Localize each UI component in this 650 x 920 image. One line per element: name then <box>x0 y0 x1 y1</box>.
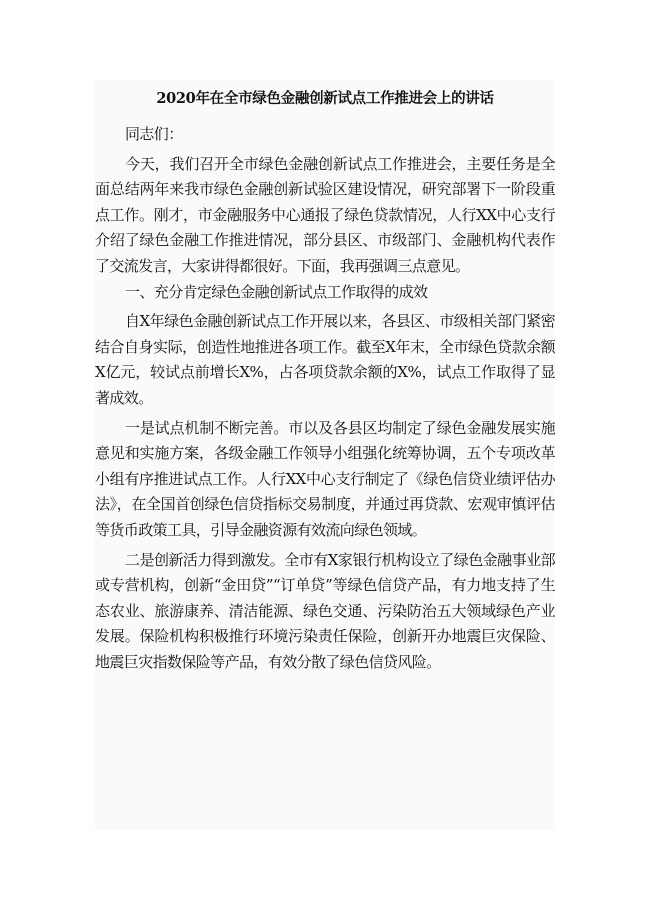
paragraph-innovation: 二是创新活力得到激发。全市有X家银行机构设立了绿色金融事业部或专营机构，创新“金田贷”“订单贷”等绿色信贷产品，有力地支持了生态农业、旅游康养、清洁能源、绿色交通、污染防治五大领域绿色产业发展。保险机构积极推行环境污染责任保险，创新开办地震巨灾保险、地震巨灾指数保险等产品，有效分散了绿色信贷风险。 <box>95 550 555 671</box>
paragraph-opening: 今天，我们召开全市绿色金融创新试点工作推进会，主要任务是全面总结两年来我市绿色金融创新试验区建设情况，研究部署下一阶段重点工作。刚才，市金融服务中心通报了绿色贷款情况，人行XX中心支行介绍了绿色金融工作推进情况，部分县区、市级部门、金融机构代表作了交流发言，大家讲得都很好。下面，我再强调三点意见。 <box>95 154 555 275</box>
paragraph-mechanism: 一是试点机制不断完善。市以及各县区均制定了绿色金融发展实施意见和实施方案，各级金融工作领导小组强化统筹协调，五个专项改革小组有序推进试点工作。人行XX中心支行制定了《绿色信贷业绩评估办法》，在全国首创绿色信贷指标交易制度，并通过再贷款、宏观审慎评估等货币政策工具，引导金融资源有效流向绿色领域。 <box>95 418 555 539</box>
document-title: 2020年在全市绿色金融创新试点工作推进会上的讲话 <box>156 90 494 107</box>
paragraph-achievements: 自X年绿色金融创新试点工作开展以来，各县区、市级相关部门紧密结合自身实际，创造性地推进各项工作。截至X年末，全市绿色贷款余额X亿元，较试点前增长X%，占各项贷款余额的X%，试点工作取得了显著成效。 <box>95 312 555 407</box>
section-heading-one: 一、充分肯定绿色金融创新试点工作取得的成效 <box>125 282 428 301</box>
document-page <box>95 80 555 830</box>
greeting-line: 同志们： <box>125 125 183 143</box>
